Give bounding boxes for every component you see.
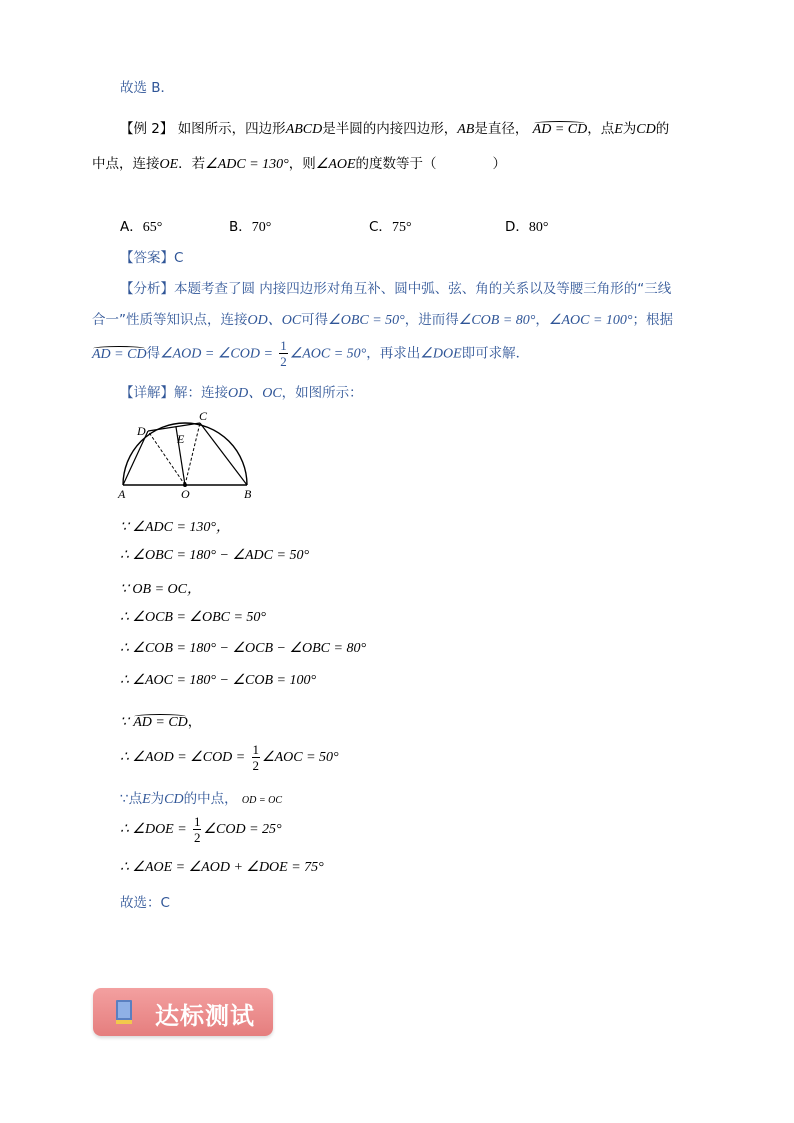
fraction-half: $\frac{1}{2}$ <box>280 338 287 369</box>
previous-answer: 故选 B． <box>120 80 175 96</box>
step-7: ∵ AD = CD， <box>120 714 202 730</box>
step-11: ∴ ∠AOE = ∠AOD + ∠DOE = 75° <box>120 860 324 875</box>
option-c: C．75° <box>369 219 412 235</box>
book-icon <box>115 999 133 1025</box>
option-b: B．70° <box>229 219 272 235</box>
step-1: ∵ ∠ADC = 130°， <box>120 520 231 535</box>
label-e: E <box>177 432 185 446</box>
step-2: ∴ ∠OBC = 180° − ∠ADC = 50° <box>120 548 310 563</box>
step-6: ∴ ∠AOC = 180° − ∠COB = 100° <box>120 673 317 688</box>
label-d: D <box>137 424 146 438</box>
step-4: ∴ ∠OCB = ∠OBC = 50° <box>120 610 267 625</box>
answer-tag: 【答案】 <box>120 250 174 266</box>
segment-oc <box>185 423 200 485</box>
option-a: A．65° <box>120 219 163 235</box>
label-o: O <box>181 487 190 500</box>
analysis-line-1: 【分析】本题考查了圆 内接四边形对角互补、圆中弧、弦、角的关系以及等腰三角形的“三线 <box>120 281 672 297</box>
answer-line <box>120 246 183 266</box>
label-b: B <box>244 487 252 500</box>
section-badge <box>93 988 273 1036</box>
final-answer: 故选：C <box>120 895 170 911</box>
step-8: ∴ ∠AOD = ∠COD = $\frac{1}{2}$ ∠AOC = 50° <box>120 742 339 773</box>
step-10: ∴ ∠DOE = $\frac{1}{2}$ ∠COD = 25° <box>120 814 282 845</box>
segment-ad <box>123 431 148 485</box>
section-title: 达标测试 <box>155 1002 255 1030</box>
analysis-tag: 【分析】 <box>120 281 174 297</box>
example-question-line-2: 中点，连接OE．若∠ADC = 130°，则∠AOE的度数等于（ ） <box>92 156 507 172</box>
analysis-line-2: 合一”性质等知识点，连接OD、OC可得∠OBC = 50°，进而得∠COB = 80°，∠AOC = 100°；根据 <box>92 312 673 328</box>
step-5: ∴ ∠COB = 180° − ∠OCB − ∠OBC = 80° <box>120 641 367 656</box>
segment-cb <box>200 423 247 485</box>
label-c: C <box>199 409 208 423</box>
answer-value: C <box>174 250 184 266</box>
analysis-line-3: AD = CD得∠AOD = ∠COD = $\frac{1}{2}$ ∠AOC = 50°，再求出∠DOE即可求解． <box>92 338 530 369</box>
fraction-half: $\frac{1}{2}$ <box>252 742 260 773</box>
step-9: ∵点E为CD的中点， OD = OC <box>120 791 282 807</box>
semicircle-figure <box>110 405 270 500</box>
fraction-half: $\frac{1}{2}$ <box>193 814 201 845</box>
detail-tag: 【详解】 <box>120 385 174 401</box>
example-question-line-1: 【例 2】 如图所示，四边形ABCD是半圆的内接四边形，AB是直径， AD = CD，点E为CD的 <box>120 121 670 137</box>
label-a: A <box>118 487 126 500</box>
example-tag: 【例 2】 <box>120 121 174 137</box>
step-3: ∵ OB = OC， <box>120 582 201 597</box>
detail-line: 【详解】解：连接OD、OC，如图所示： <box>120 385 363 401</box>
option-d: D．80° <box>505 219 549 235</box>
